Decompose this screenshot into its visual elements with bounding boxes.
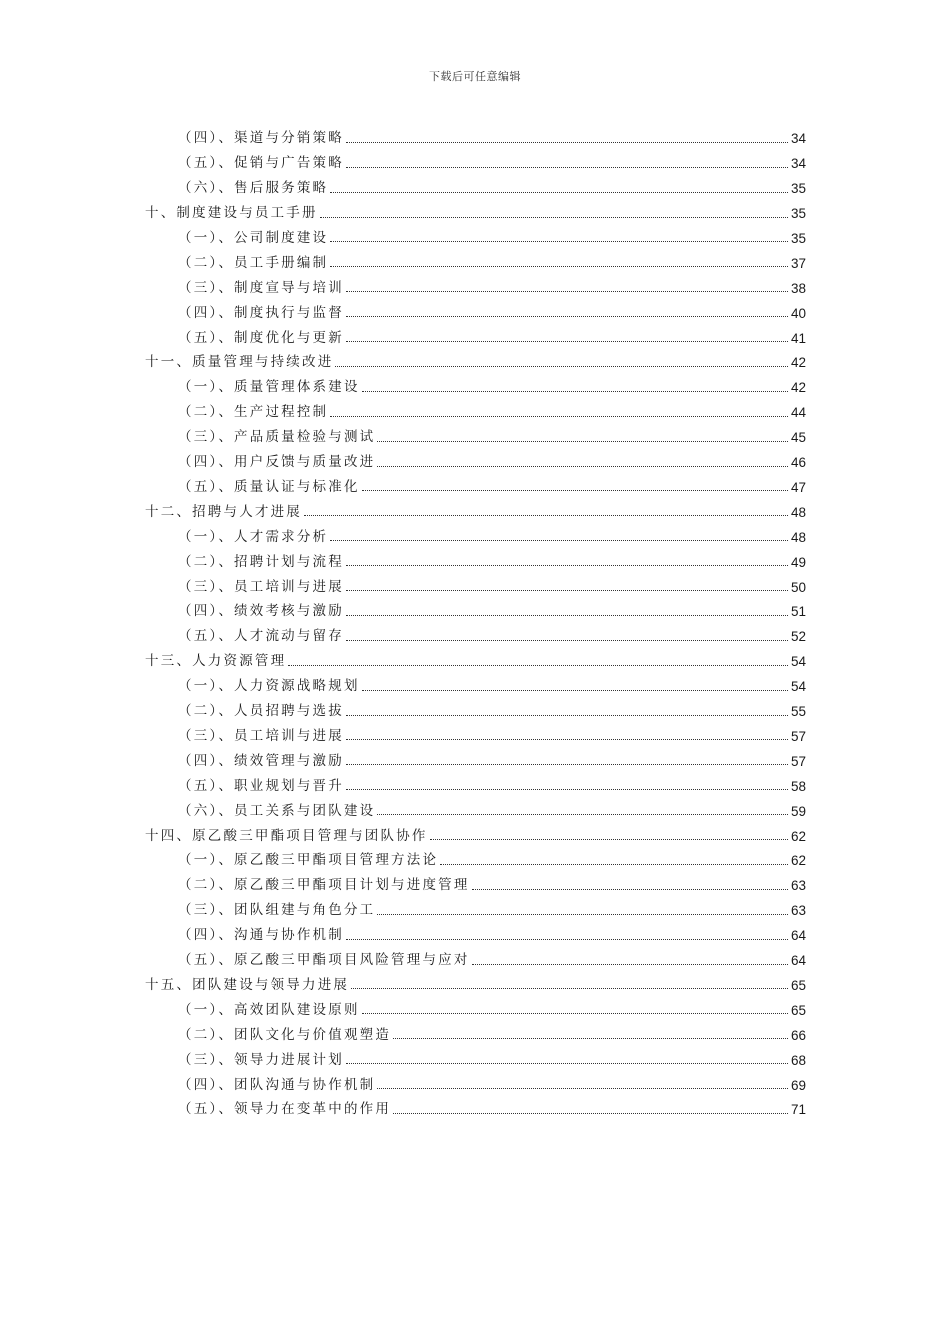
toc-chapter-entry[interactable]: [145, 499, 806, 524]
toc-page-number: 34: [790, 156, 806, 172]
toc-entry-title: （三）、员工培训与进展: [178, 727, 344, 744]
toc-page-number: 62: [790, 828, 806, 844]
toc-section-entry[interactable]: [178, 723, 806, 748]
toc-entry-title: （二）、生产过程控制: [178, 404, 329, 421]
toc-dot-leader: [304, 515, 788, 516]
toc-section-entry[interactable]: [178, 1096, 806, 1121]
toc-dot-leader: [346, 615, 788, 616]
toc-dot-leader: [362, 1013, 788, 1014]
toc-section-entry[interactable]: [178, 523, 806, 548]
toc-section-entry[interactable]: [178, 1021, 806, 1046]
toc-entry-title: （一）、质量管理体系建设: [178, 379, 360, 396]
toc-page-number: 46: [790, 455, 806, 471]
toc-page-number: 42: [790, 355, 806, 371]
toc-entry-title: （五）、促销与广告策略: [178, 155, 344, 172]
toc-dot-leader: [346, 764, 788, 765]
toc-dot-leader: [377, 814, 788, 815]
toc-section-entry[interactable]: [178, 748, 806, 773]
toc-page-number: 42: [790, 380, 806, 396]
toc-dot-leader: [346, 565, 788, 566]
toc-dot-leader: [346, 789, 788, 790]
toc-page-number: 35: [790, 181, 806, 197]
toc-section-entry[interactable]: [178, 125, 806, 150]
toc-page-number: 48: [790, 529, 806, 545]
toc-entry-title: （二）、团队文化与价值观塑造: [178, 1026, 392, 1043]
toc-dot-leader: [288, 665, 788, 666]
toc-dot-leader: [330, 192, 788, 193]
toc-entry-title: （六）、员工关系与团队建设: [178, 802, 376, 819]
toc-page-number: 69: [790, 1077, 806, 1093]
toc-chapter-entry[interactable]: [145, 200, 806, 225]
toc-page-number: 63: [790, 903, 806, 919]
toc-page-number: 54: [790, 654, 806, 670]
toc-entry-title: 十五、团队建设与领导力进展: [145, 976, 350, 993]
toc-page-number: 35: [790, 230, 806, 246]
toc-page-number: 64: [790, 928, 806, 944]
toc-page-number: 59: [790, 803, 806, 819]
toc-page-number: 48: [790, 504, 806, 520]
toc-section-entry[interactable]: [178, 1046, 806, 1071]
toc-entry-title: （一）、高效团队建设原则: [178, 1001, 360, 1018]
toc-dot-leader: [377, 441, 788, 442]
toc-dot-leader: [335, 366, 788, 367]
toc-page-number: 57: [790, 728, 806, 744]
toc-page-number: 44: [790, 405, 806, 421]
toc-page-number: 50: [790, 579, 806, 595]
toc-page-number: 35: [790, 206, 806, 222]
toc-entry-title: （五）、职业规划与晋升: [178, 777, 344, 794]
toc-page-number: 41: [790, 330, 806, 346]
toc-dot-leader: [377, 466, 788, 467]
toc-section-entry[interactable]: [178, 897, 806, 922]
toc-page-number: 57: [790, 753, 806, 769]
toc-chapter-entry[interactable]: [145, 972, 806, 997]
toc-dot-leader: [362, 690, 788, 691]
toc-page-number: 51: [790, 604, 806, 620]
toc-section-entry[interactable]: [178, 947, 806, 972]
toc-section-entry[interactable]: [178, 175, 806, 200]
toc-page-number: 65: [790, 1002, 806, 1018]
toc-entry-title: （五）、原乙酸三甲酯项目风险管理与应对: [178, 952, 470, 969]
toc-page-number: 45: [790, 430, 806, 446]
toc-entry-title: （三）、制度宣导与培训: [178, 279, 344, 296]
toc-section-entry[interactable]: [178, 922, 806, 947]
toc-section-entry[interactable]: [178, 274, 806, 299]
toc-entry-title: （一）、公司制度建设: [178, 229, 329, 246]
toc-page-number: 52: [790, 629, 806, 645]
toc-section-entry[interactable]: [178, 299, 806, 324]
toc-dot-leader: [330, 416, 788, 417]
toc-section-entry[interactable]: [178, 673, 806, 698]
toc-entry-title: （五）、制度优化与更新: [178, 329, 344, 346]
toc-entry-title: （四）、用户反馈与质量改进: [178, 454, 376, 471]
toc-entry-title: （三）、产品质量检验与测试: [178, 429, 376, 446]
toc-dot-leader: [346, 590, 788, 591]
toc-page-number: 38: [790, 280, 806, 296]
toc-section-entry[interactable]: [178, 797, 806, 822]
toc-entry-title: 十一、质量管理与持续改进: [145, 354, 334, 371]
toc-dot-leader: [346, 1063, 788, 1064]
toc-section-entry[interactable]: [178, 324, 806, 349]
toc-page-number: 49: [790, 554, 806, 570]
toc-dot-leader: [472, 964, 788, 965]
toc-entry-title: （二）、人员招聘与选拔: [178, 703, 344, 720]
toc-entry-title: （三）、员工培训与进展: [178, 578, 344, 595]
toc-section-entry[interactable]: [178, 399, 806, 424]
toc-dot-leader: [351, 988, 788, 989]
toc-dot-leader: [393, 1113, 788, 1114]
toc-section-entry[interactable]: [178, 250, 806, 275]
toc-dot-leader: [346, 142, 788, 143]
toc-chapter-entry[interactable]: [145, 349, 806, 374]
toc-section-entry[interactable]: [178, 424, 806, 449]
toc-dot-leader: [346, 640, 788, 641]
toc-section-entry[interactable]: [178, 548, 806, 573]
toc-entry-title: 十三、人力资源管理: [145, 653, 287, 670]
toc-dot-leader: [320, 217, 788, 218]
toc-dot-leader: [346, 715, 788, 716]
toc-chapter-entry[interactable]: [145, 648, 806, 673]
toc-section-entry[interactable]: [178, 997, 806, 1022]
toc-page-number: 37: [790, 255, 806, 271]
toc-dot-leader: [377, 914, 788, 915]
toc-dot-leader: [430, 839, 788, 840]
header-note: 下载后可任意编辑: [429, 70, 521, 83]
toc-page-number: 40: [790, 305, 806, 321]
toc-dot-leader: [330, 540, 788, 541]
toc-entry-title: （二）、原乙酸三甲酯项目计划与进度管理: [178, 877, 470, 894]
toc-dot-leader: [362, 391, 788, 392]
toc-page-number: 34: [790, 131, 806, 147]
toc-chapter-entry[interactable]: [145, 822, 806, 847]
toc-section-entry[interactable]: [178, 872, 806, 897]
toc-entry-title: （四）、绩效考核与激励: [178, 603, 344, 620]
toc-dot-leader: [362, 490, 788, 491]
toc-entry-title: 十四、原乙酸三甲酯项目管理与团队协作: [145, 827, 428, 844]
toc-section-entry[interactable]: [178, 772, 806, 797]
toc-dot-leader: [377, 1088, 788, 1089]
toc-dot-leader: [330, 241, 788, 242]
toc-page-number: 55: [790, 704, 806, 720]
toc-section-entry[interactable]: [178, 598, 806, 623]
toc-section-entry[interactable]: [178, 1071, 806, 1096]
toc-page-number: 47: [790, 479, 806, 495]
toc-dot-leader: [330, 266, 788, 267]
toc-section-entry[interactable]: [178, 474, 806, 499]
toc-page-number: 71: [790, 1102, 806, 1118]
toc-section-entry[interactable]: [178, 374, 806, 399]
toc-section-entry[interactable]: [178, 573, 806, 598]
toc-entry-title: （三）、团队组建与角色分工: [178, 902, 376, 919]
toc-page-number: 63: [790, 878, 806, 894]
toc-entry-title: （二）、招聘计划与流程: [178, 553, 344, 570]
toc-entry-title: （六）、售后服务策略: [178, 180, 329, 197]
toc-page-number: 65: [790, 977, 806, 993]
toc-section-entry[interactable]: [178, 847, 806, 872]
toc-section-entry[interactable]: [178, 449, 806, 474]
toc-entry-title: （五）、领导力在变革中的作用: [178, 1101, 392, 1118]
toc-entry-title: （五）、质量认证与标准化: [178, 478, 360, 495]
toc-dot-leader: [346, 316, 788, 317]
toc-page-number: 54: [790, 679, 806, 695]
toc-section-entry[interactable]: [178, 698, 806, 723]
toc-page-number: 64: [790, 953, 806, 969]
toc-entry-title: 十二、招聘与人才进展: [145, 503, 302, 520]
toc-entry-title: （二）、员工手册编制: [178, 254, 329, 271]
toc-dot-leader: [440, 864, 788, 865]
toc-dot-leader: [393, 1038, 788, 1039]
toc-entry-title: （五）、人才流动与留存: [178, 628, 344, 645]
toc-page-number: 62: [790, 853, 806, 869]
toc-dot-leader: [346, 167, 788, 168]
toc-dot-leader: [346, 291, 788, 292]
toc-section-entry[interactable]: [178, 150, 806, 175]
toc-dot-leader: [346, 739, 788, 740]
toc-entry-title: （四）、渠道与分销策略: [178, 130, 344, 147]
toc-section-entry[interactable]: [178, 623, 806, 648]
toc-entry-title: （四）、沟通与协作机制: [178, 927, 344, 944]
toc-dot-leader: [472, 889, 788, 890]
toc-entry-title: 十、制度建设与员工手册: [145, 205, 318, 222]
toc-dot-leader: [346, 939, 788, 940]
toc-dot-leader: [346, 341, 788, 342]
toc-entry-title: （四）、制度执行与监督: [178, 304, 344, 321]
toc-entry-title: （一）、人才需求分析: [178, 528, 329, 545]
toc-entry-title: （三）、领导力进展计划: [178, 1051, 344, 1068]
toc-entry-title: （四）、团队沟通与协作机制: [178, 1076, 376, 1093]
toc-page-number: 58: [790, 778, 806, 794]
toc-entry-title: （一）、原乙酸三甲酯项目管理方法论: [178, 852, 439, 869]
toc-page-number: 68: [790, 1052, 806, 1068]
toc-section-entry[interactable]: [178, 225, 806, 250]
toc-entry-title: （四）、绩效管理与激励: [178, 752, 344, 769]
toc-entry-title: （一）、人力资源战略规划: [178, 678, 360, 695]
toc-page-number: 66: [790, 1027, 806, 1043]
